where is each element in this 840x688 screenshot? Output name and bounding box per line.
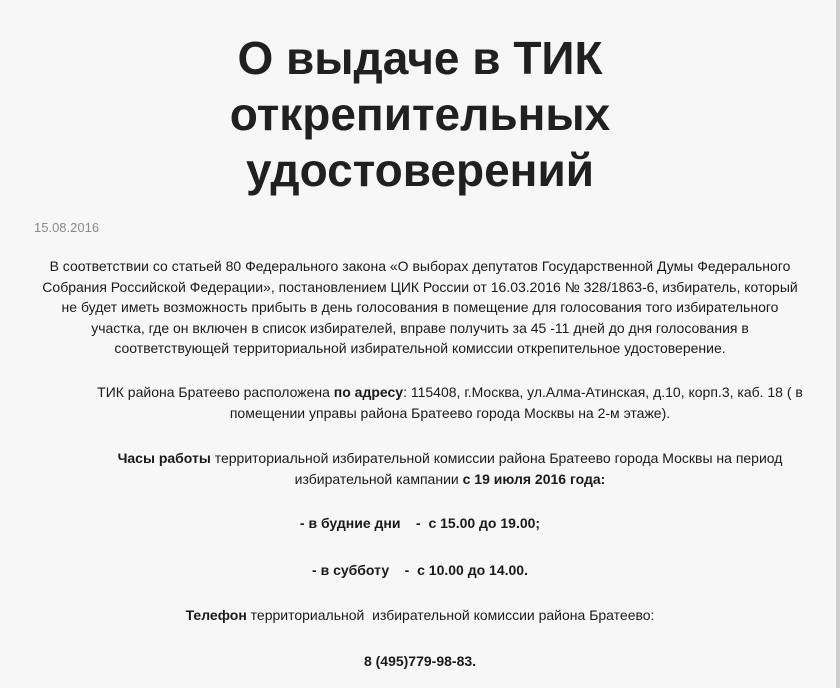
- address-paragraph: [80, 382, 820, 423]
- phone-text: территориальной избирательной комиссии района Братеево:: [246, 607, 655, 623]
- hours-label: Часы работы: [117, 450, 211, 466]
- intro-text: В соответствии со статьей 80 Федерального закона «О выборах депутатов Государственной Думы Федерального Собрания Российской Федерации», постановлением ЦИК России от 16.03.2016 № 328/1863-6, избиратель, который не будет иметь возможность прибыть в день голосования в помещение для голосования того избирательного участка, где он включен в список избирателей, вправе получить за 45 -11 дней до дня голосования в соответствующей территориальной избирательной комиссии открепительное удостоверение.: [42, 258, 798, 356]
- intro-paragraph: [34, 256, 806, 359]
- hours-weekdays-text: - в будние дни - с 15.00 до 19.00;: [299, 515, 541, 531]
- page-title: [120, 30, 720, 198]
- hours-weekdays: [120, 515, 720, 531]
- title-line-3: удостоверений: [245, 144, 594, 196]
- hours-paragraph: [70, 448, 830, 489]
- title-line-1: О выдаче в ТИК: [237, 32, 603, 84]
- hours-start-date: с 19 июля 2016 года: [462, 470, 601, 487]
- hours-saturday: [120, 562, 720, 578]
- scan-edge: [836, 0, 840, 688]
- hours-suffix: :: [600, 470, 606, 487]
- address-prefix: ТИК района Братеево расположена: [97, 384, 334, 400]
- address-text: : 115408, г.Москва, ул.Алма-Атинская, д.10, корп.3, каб. 18 ( в помещении управы района Братеево города Москвы на 2-м этаже).: [229, 384, 803, 421]
- publication-date: 15.08.2016: [34, 220, 100, 235]
- phone-paragraph: [80, 607, 760, 623]
- hours-saturday-text: - в субботу - с 10.00 до 14.00.: [312, 562, 528, 578]
- hours-text: территориальной избирательной комиссии района Братеево города Москвы на период избирательной кампании: [210, 450, 783, 487]
- phone-label: Телефон: [185, 607, 247, 623]
- address-label: по адресу: [333, 384, 404, 400]
- title-line-2: открепительных: [229, 88, 611, 140]
- phone-number: 8 (495)779-98-83.: [363, 653, 477, 669]
